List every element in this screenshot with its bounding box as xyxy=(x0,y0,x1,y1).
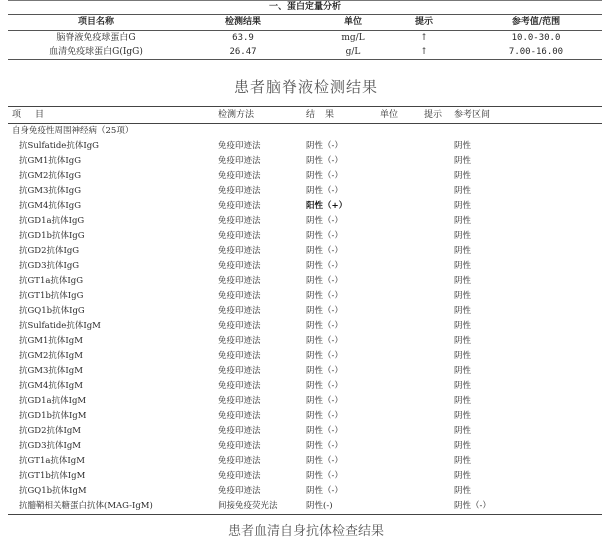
antibody-name: 抗GM4抗体IgG xyxy=(19,201,81,211)
table-row xyxy=(8,394,602,409)
antibody-name: 抗GD2抗体IgG xyxy=(19,246,80,256)
test-method: 免疫印迹法 xyxy=(218,156,261,166)
antibody-results-table xyxy=(8,106,602,515)
reference: 阴性 xyxy=(454,396,472,406)
table-row xyxy=(8,289,602,304)
table-row xyxy=(8,454,602,469)
table-row xyxy=(8,154,602,169)
test-method: 免疫印迹法 xyxy=(218,246,261,256)
test-method: 免疫印迹法 xyxy=(218,366,261,376)
result: 阴性（-） xyxy=(306,141,343,151)
antibody-name: 抗GT1a抗体IgM xyxy=(19,456,85,466)
antibody-name: 抗GD3抗体IgG xyxy=(19,261,80,271)
table-row xyxy=(8,334,602,349)
test-method: 免疫印迹法 xyxy=(218,321,261,331)
test-method: 免疫印迹法 xyxy=(218,351,261,361)
serum-results-caption: 患者血清自身抗体检查结果 xyxy=(227,524,384,539)
reference: 阴性 xyxy=(454,411,472,421)
result: 阴性（-） xyxy=(306,351,343,361)
table-row xyxy=(8,304,602,319)
reference: 阴性 xyxy=(454,231,472,241)
antibody-name: 抗GM1抗体IgM xyxy=(19,336,83,346)
result: 阴性（-） xyxy=(306,426,343,436)
reference: 阴性 xyxy=(454,171,472,181)
header-result: 结果 xyxy=(306,110,345,120)
antibody-name: 抗GD1b抗体IgM xyxy=(19,411,87,421)
table-row xyxy=(8,31,602,45)
header-hint: 提示 xyxy=(414,17,433,27)
antibody-name: 抗GT1a抗体IgG xyxy=(19,276,84,286)
result-value: 63.9 xyxy=(232,33,254,43)
result: 阴性（-） xyxy=(306,441,343,451)
table-row xyxy=(8,45,602,60)
header-unit: 单位 xyxy=(380,110,399,120)
section-title: 自身免疫性周围神经病（25项） xyxy=(12,126,134,136)
reference: 阴性 xyxy=(454,216,472,226)
reference: 阴性 xyxy=(454,336,472,346)
result: 阴性（-） xyxy=(306,336,343,346)
antibody-name: 抗GT1b抗体IgM xyxy=(19,471,86,481)
protein-analysis-table xyxy=(8,0,602,60)
antibody-name: 抗GM3抗体IgG xyxy=(19,186,81,196)
table-row xyxy=(8,469,602,484)
protein-table-header-row xyxy=(8,15,602,31)
reference: 阴性 xyxy=(454,141,472,151)
antibody-name: 抗GQ1b抗体IgG xyxy=(19,306,85,316)
result: 阴性（-） xyxy=(306,276,343,286)
test-method: 间接免疫荧光法 xyxy=(218,501,278,511)
reference: 阴性 xyxy=(454,426,472,436)
result: 阴性（-） xyxy=(306,471,343,481)
test-method: 免疫印迹法 xyxy=(218,336,261,346)
result: 阴性（-） xyxy=(306,411,343,421)
antibody-name: 抗GM4抗体IgM xyxy=(19,381,83,391)
test-method: 免疫印迹法 xyxy=(218,216,261,226)
table-row xyxy=(8,229,602,244)
test-method: 免疫印迹法 xyxy=(218,381,261,391)
reference: 阴性 xyxy=(454,321,472,331)
table-row xyxy=(8,274,602,289)
reference: 阴性 xyxy=(454,261,472,271)
header-reference: 参考区间 xyxy=(454,110,491,120)
reference-range: 10.0-30.0 xyxy=(511,33,561,43)
result: 阴性（-） xyxy=(306,291,343,301)
table-row xyxy=(8,439,602,454)
antibody-name: 抗GD1b抗体IgG xyxy=(19,231,85,241)
reference: 阴性 xyxy=(454,246,472,256)
protein-analysis-title: 一、蛋白定量分析 xyxy=(8,0,602,15)
test-method: 免疫印迹法 xyxy=(218,441,261,451)
unit: g/L xyxy=(345,47,361,57)
reference: 阴性 xyxy=(454,351,472,361)
reference: 阴性 xyxy=(454,276,472,286)
table-row xyxy=(8,379,602,394)
antibody-name: 抗GD1a抗体IgM xyxy=(19,396,87,406)
antibody-name: 抗GM1抗体IgG xyxy=(19,156,81,166)
antibody-name: 抗髓鞘相关糖蛋白抗体(MAG-IgM) xyxy=(19,501,153,511)
antibody-name: 抗GM2抗体IgG xyxy=(19,171,81,181)
table-row xyxy=(8,214,602,229)
test-method: 免疫印迹法 xyxy=(218,201,261,211)
antibody-rows xyxy=(8,139,602,515)
test-method: 免疫印迹法 xyxy=(218,456,261,466)
header-method: 检测方法 xyxy=(218,110,255,120)
reference-range: 7.00-16.00 xyxy=(508,47,564,57)
test-method: 免疫印迹法 xyxy=(218,471,261,481)
test-method: 免疫印迹法 xyxy=(218,306,261,316)
antibody-name: 抗Sulfatide抗体IgG xyxy=(19,141,99,151)
result: 阴性（-） xyxy=(306,321,343,331)
result: 阴性（-） xyxy=(306,366,343,376)
result: 阴性（-） xyxy=(306,261,343,271)
antibody-name: 抗GD2抗体IgM xyxy=(19,426,82,436)
result: 阴性(-) xyxy=(306,501,333,511)
table-row xyxy=(8,409,602,424)
test-method: 免疫印迹法 xyxy=(218,141,261,151)
result: 阳性（+） xyxy=(306,201,348,211)
test-method: 免疫印迹法 xyxy=(218,396,261,406)
reference: 阴性 xyxy=(454,381,472,391)
test-method: 免疫印迹法 xyxy=(218,231,261,241)
result: 阴性（-） xyxy=(306,171,343,181)
antibody-name: 抗GM2抗体IgM xyxy=(19,351,83,361)
test-method: 免疫印迹法 xyxy=(218,411,261,421)
header-item: 项目 xyxy=(12,110,59,120)
test-method: 免疫印迹法 xyxy=(218,186,261,196)
reference: 阴性 xyxy=(454,186,472,196)
test-method: 免疫印迹法 xyxy=(218,426,261,436)
item-name: 血清免疫球蛋白G(IgG) xyxy=(49,47,143,57)
test-method: 免疫印迹法 xyxy=(218,171,261,181)
csf-results-caption: 患者脑脊液检测结果 xyxy=(233,78,378,96)
table-row xyxy=(8,424,602,439)
result: 阴性（-） xyxy=(306,246,343,256)
reference: 阴性 xyxy=(454,156,472,166)
table-row xyxy=(8,139,602,154)
result-value: 26.47 xyxy=(229,47,257,57)
table-row xyxy=(8,169,602,184)
antibody-name: 抗GQ1b抗体IgM xyxy=(19,486,87,496)
table-row xyxy=(8,244,602,259)
antibody-table-header-row xyxy=(8,106,602,124)
antibody-name: 抗GT1b抗体IgG xyxy=(19,291,84,301)
result: 阴性（-） xyxy=(306,396,343,406)
result: 阴性（-） xyxy=(306,456,343,466)
antibody-name: 抗GD3抗体IgM xyxy=(19,441,82,451)
test-method: 免疫印迹法 xyxy=(218,486,261,496)
reference: 阴性 xyxy=(454,366,472,376)
reference: 阴性 xyxy=(454,471,472,481)
table-row xyxy=(8,349,602,364)
result: 阴性（-） xyxy=(306,186,343,196)
up-arrow-icon: ↑ xyxy=(420,33,428,43)
up-arrow-icon: ↑ xyxy=(420,47,428,57)
test-method: 免疫印迹法 xyxy=(218,276,261,286)
test-method: 免疫印迹法 xyxy=(218,291,261,301)
result: 阴性（-） xyxy=(306,381,343,391)
reference: 阴性 xyxy=(454,441,472,451)
table-row xyxy=(8,259,602,274)
antibody-name: 抗GM3抗体IgM xyxy=(19,366,83,376)
reference: 阴性 xyxy=(454,306,472,316)
reference: 阴性 xyxy=(454,201,472,211)
reference: 阴性 xyxy=(454,486,472,496)
reference: 阴性（-） xyxy=(454,501,491,511)
item-name: 脑脊液免疫球蛋白G xyxy=(56,33,136,43)
table-row xyxy=(8,319,602,334)
result: 阴性（-） xyxy=(306,156,343,166)
header-hint: 提示 xyxy=(424,110,443,120)
table-row xyxy=(8,499,602,515)
reference: 阴性 xyxy=(454,456,472,466)
result: 阴性（-） xyxy=(306,216,343,226)
test-method: 免疫印迹法 xyxy=(218,261,261,271)
result: 阴性（-） xyxy=(306,306,343,316)
result: 阴性（-） xyxy=(306,231,343,241)
header-result: 检测结果 xyxy=(224,17,261,27)
table-row xyxy=(8,364,602,379)
table-row xyxy=(8,484,602,499)
reference: 阴性 xyxy=(454,291,472,301)
antibody-name: 抗GD1a抗体IgG xyxy=(19,216,85,226)
header-unit: 单位 xyxy=(343,17,362,27)
unit: mg/L xyxy=(341,33,365,43)
header-reference: 参考值/范围 xyxy=(511,17,561,27)
table-row xyxy=(8,199,602,214)
table-row xyxy=(8,184,602,199)
result: 阴性（-） xyxy=(306,486,343,496)
antibody-name: 抗Sulfatide抗体IgM xyxy=(19,321,101,331)
header-item-name: 项目名称 xyxy=(77,17,114,27)
